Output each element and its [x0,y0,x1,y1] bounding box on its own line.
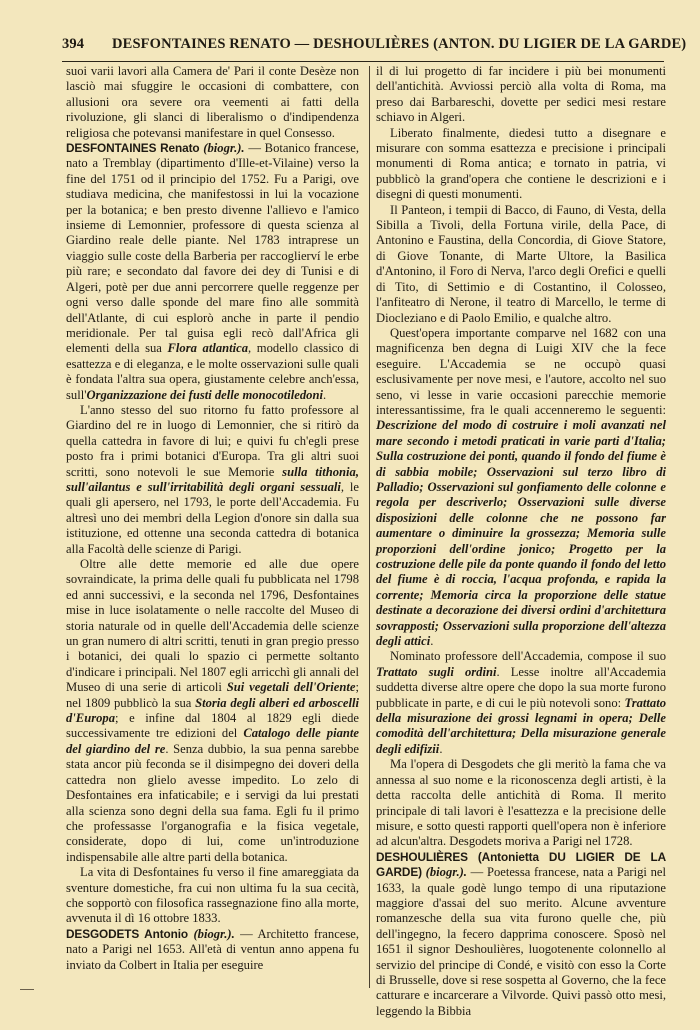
paragraph [66,557,359,865]
left-column [66,64,359,973]
entry-text: — Botanico francese, nato a Tremblay (dipartimento d'Ille-et-Vilaine) verso la fine del 1751 od il principio del 1752. Fu a Parigi, ove studiava medicina, che manifestossi in lui la vocazione per la botanica; e ben presto divenne l'allievo e l'amico insieme di Lemonnier, professore di questa scienza al Giardino reale delle piante. Nel 1783 intraprese un viaggio sulle coste della Barberia per raccoglierví le erbe più rare; e secondato dal favore dei dey di Tunisi e di Algeri, potè per due anni percorrere quelle reggenze per ogni verso dalle sponde del mare fino alle sommità dell'Atlante, di cui esplorò anche in parte il pendio meridionale. Per tal guisa egli recò dall'Africa gli elementi della sua [66,141,359,356]
entry-text: — Poetessa francese, nata a Parigi nel 1633, la quale godè lungo tempo di una riputazione maggiore d'assai del suo merito. Alcune avventure romanzesche della sua vita furono quelle che, più dell'ingegno, la fecero dapprima conoscere. Sposò nel 1651 il signor Deshoulières, luogotenente colonnello al servizio del principe di Condé, e visitò con esso la Corte di Brusselle, dove si rese sospetta al Governo, che la fece catturare e incarcerare a Vilvorde. Quivi passò otto mesi, leggendo la Bibbia [376,865,666,1018]
entry-headword: DESFONTAINES Renato [66,141,200,156]
paragraph-text: . Senza dubbio, la sua penna sarebbe stata ancor più feconda se il disimpegno dei doveri della cattedra non glielo avesse impedito. Lo zelo di Desfontaines era infaticabile; e i servigi da lui prestati alla scienza sono degni della sua fama. Egli fu il primo che professasse l'organografia e la fisica vegetale, considerate, dopo di lui, come un'introduzione indispensabile alle altre parti della botanica. [66,741,359,864]
paragraph-text: Nominato professore dell'Accademia, compose il suo [390,649,666,664]
entry-text: . [322,387,327,402]
paragraph-text: ; e infine dal 1804 al 1829 egli diede successivamente tre edizioni del [66,711,359,741]
paragraph [66,403,359,557]
paragraph-text: . Lesse inoltre all'Accademia suddetta diverse altre opere che dopo la sua morte furono pubblicate in parte, e di cui le più notevoli sono: [376,664,666,710]
entry-tag: (biogr.). [203,141,245,156]
paragraph-text: ; nel 1809 pubblicò la sua [66,680,359,710]
paragraph-text: . [430,634,434,649]
right-column [376,64,666,1019]
running-title: DESFONTAINES RENATO — DESHOULIÈRES (ANTON. DU LIGIER DE LA GARDE) [112,36,687,52]
paragraph [376,326,666,650]
entry-desgodets [66,927,359,973]
header-rule [62,61,664,62]
paragraph: Il Panteon, i tempii di Bacco, di Fauno, di Vesta, della Sibilla a Tivoli, della Fortuna virile, della Pace, di Antonino e Faustina, della Concordia, di Giove Statore, di Giove Tonante, di Marte Ultore, la Basilica d'Antonino, il Foro di Nerva, l'arco degli Orefici e quelli di Tito, di Settimio e di Costantino, il Colosseo, l'anfiteatro di Nerone, il teatro di Marcello, le terme di Diocleziano e di Paolo Emilio, e qualche altro. [376,202,666,325]
margin-mark [20,989,34,990]
entry-text: , modello classico di esattezza e di eleganza, e le molte osservazioni sulle quali è fondata l'altra sua opera, giustamente celebre anch'essa, sull' [66,341,360,402]
paragraph-text: Oltre alle dette memorie ed alle due opere sovraindicate, la prima delle quali fu pubblicata nel 1798 ed anni successivi, e la seconda nel 1796, Desfontaines mise in luce isolatamente o nelle raccolte del Museo di storia naturale od in quelle dell'Accademia delle scienze un gran numero di altri scritti, tenuti in gran pregio presso i botanici, dei quali lo spazio ci permette soltanto d'indicare i principali. Nel 1807 egli arricchì gli annali del Museo di una serie di articoli [66,557,359,695]
column-separator [369,66,370,988]
paragraph [376,649,666,757]
entry-headword: DESGODETS Antonio [66,926,189,941]
work-title: Catalogo delle piante del giardino del re [66,726,359,756]
work-titles: Descrizione del modo di costruire i moli avanzati nel mare secondo i metodi praticati in varie parti d'Italia; Sulla costruzione dei ponti, quando il fondo del fiume è di sabbia mobile; Osservazioni sul terzo libro di Palladio; Osservazioni sul gonfiamento delle colonne e regola per descriverlo; Osservazioni sulle diverse disposizioni delle colonne che ne possono far aumentare o diminuire la grossezza; Memoria sulle proporzioni dell'ordine jonico; Progetto per la costruzione delle pile da ponte quando il fondo del letto del fiume è di roccia, l'acqua profonda, e rapida la corrente; Memoria circa la proporzione delle statue destinate a decorazione dei diversi ordini d'architettura sovrapposti; Osservazioni sulla proporzione dell'altezza degli attici [376,418,666,649]
work-title: Flora atlantica [167,341,249,356]
work-titles: Trattato della misurazione dei grossi legnami in opera; Delle comodità dell'architettura; Della misurazione generale degli edifizii [376,695,666,756]
entry-tag: (biogr.). [425,865,467,880]
entry-desfontaines [66,141,359,403]
entry-deshoulieres [376,850,666,1019]
work-title: Trattato sugli ordini [376,664,497,679]
page-number: 394 [62,36,85,52]
work-title: sulla tithonia, sull'ailantus e sull'irritabilità degli organi sessuali [66,464,359,494]
entry-tag: (biogr.). [193,926,235,941]
work-title: Organizzazione dei fusti delle monocotiledoni [86,387,323,402]
paragraph-continuation: il di lui progetto di far incidere i più bei monumenti dell'antichità. Avviossi perciò alla volta di Roma, ma preso dai Barbareschi, dovette per sedici mesi restare schiavo in Algeri. [376,64,666,125]
paragraph: Ma l'opera di Desgodets che gli meritò la fama che va annessa al suo nome e la riconoscenza degli artisti, è la detta raccolta delle antichità di Roma. Il merito principale di tali lavori è l'esattezza e la precisione delle misure, e sotto questi rapporti quell'opera non è inferiore ad alcun'altra. Desgodets moriva a Parigi nel 1728. [376,757,666,849]
work-title: Storia degli alberi ed arboscelli d'Europa [66,695,359,726]
paragraph-text: . [439,741,443,756]
paragraph-text: , le quali gli apersero, nel 1793, le porte dell'Accademia. Fu altresì uno dei membri della Legion d'onore sin dalla sua istituzione, ed ottenne una seconda cattedra di botanica alla Facoltà delle scienze di Parigi. [66,479,359,556]
paragraph-text: L'anno stesso del suo ritorno fu fatto professore al Giardino del re in luogo di Lemonnier, che si ritirò da quella cattedra in favore di lui; e quivi fu ch'egli prese posto fra i primi botanici d'Europa. Tra gli altri suoi scritti, sono notevoli le sue Memorie [66,402,359,479]
paragraph-continuation: suoi varii lavori alla Camera de' Pari il conte Desèze non lasciò mai sfuggire le occasioni di combattere, con allusioni ora severe ora veementi ai fatti della rivoluzione, gli slanci di liberalismo o d'indipendenza religiosa che potevansi manifestare in quel Consesso. [66,64,359,140]
running-header [62,36,687,56]
paragraph-text: Quest'opera importante comparve nel 1682 con una magnificenza ben degna di Luigi XIV che la fece eseguire. L'Accademia se ne occupò quasi esclusivamente per nove mesi, e l'autore, accolto nel suo seno, vi lesse in varie occasioni parecchie memorie interessantissime, fra le quali accenneremo le seguenti: [376,325,666,417]
paragraph: Liberato finalmente, diedesi tutto a disegnare e misurare con somma esattezza e precisione i principali monumenti di Roma antica; e tornato in patria, vi pubblicò la grand'opera che contiene le descrizioni e i disegni di questi monumenti. [376,125,666,202]
entry-headword: DESHOULIÈRES (Antonietta DU LIGIER DE LA GARDE) [376,849,666,880]
work-title: Sui vegetali dell'Oriente [226,680,356,695]
entry-text: — Architetto francese, nato a Parigi nel 1653. All'età di ventun anno appena fu inviato da Colbert in Italia per eseguire [66,926,360,972]
paragraph: La vita di Desfontaines fu verso il fine amareggiata da sventure domestiche, fra cui non ultima fu la sua cecità, che sopportò con filosofica rassegnazione fino alla morte, avvenuta il dì 16 ottobre 1833. [66,865,359,926]
